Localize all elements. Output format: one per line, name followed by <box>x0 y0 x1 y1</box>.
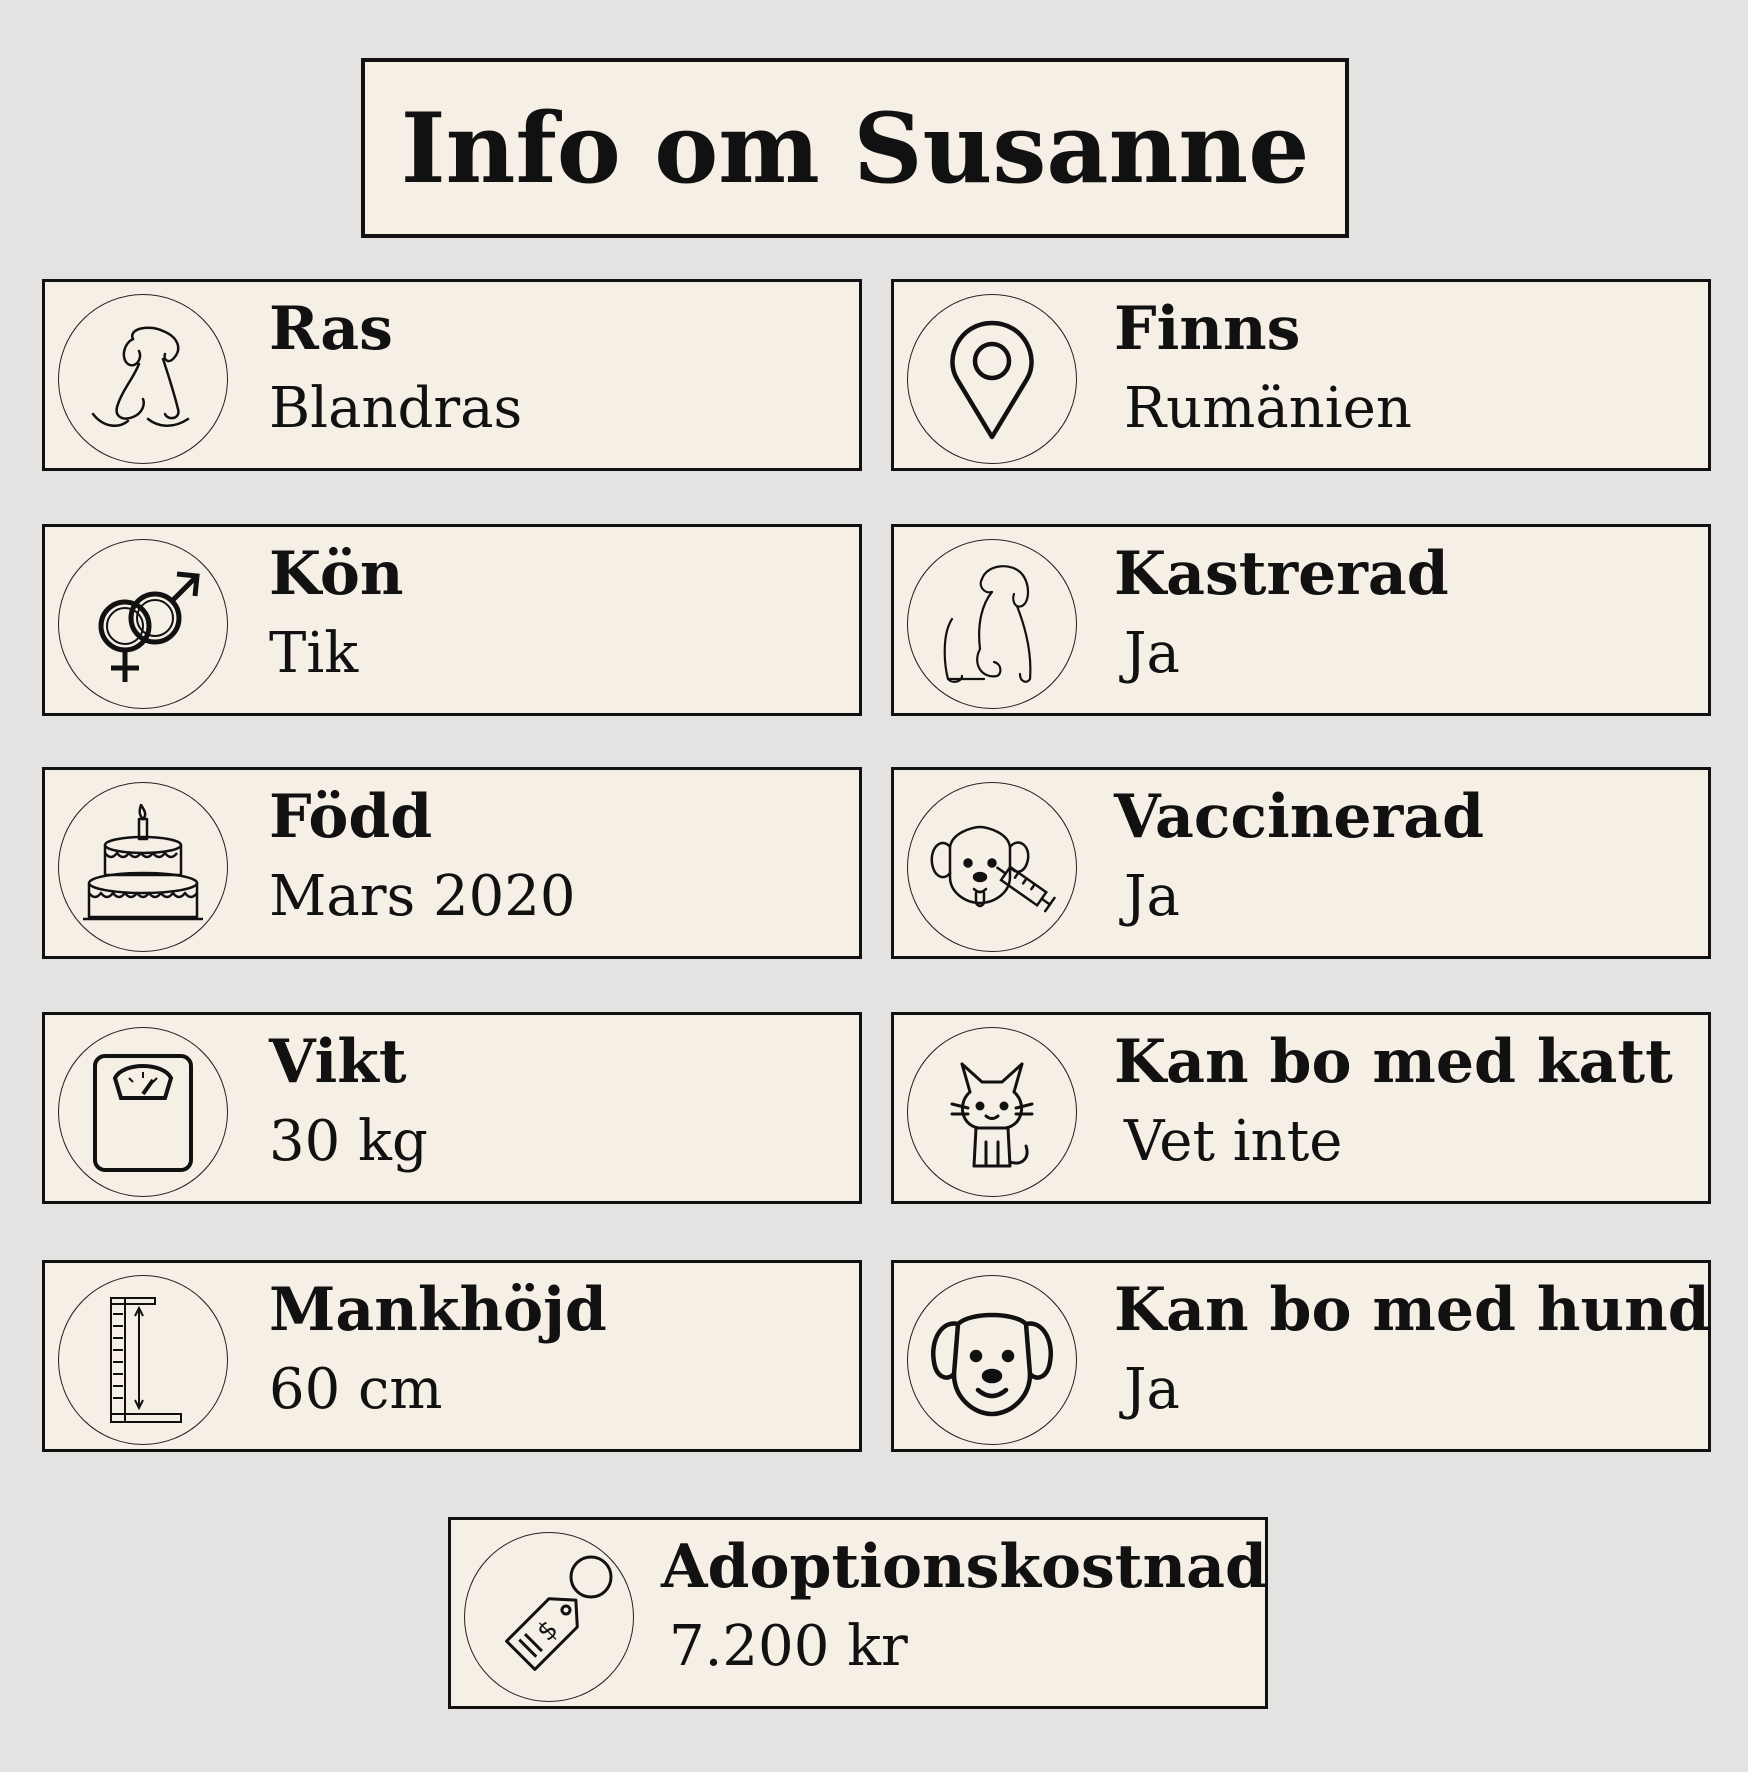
info-card-kastrerad <box>891 524 1711 716</box>
card-label: Vikt <box>269 1027 407 1097</box>
card-value: Rumänien <box>1124 376 1412 441</box>
card-label: Ras <box>269 294 393 364</box>
card-value: Mars 2020 <box>269 864 576 929</box>
info-card-kon <box>42 524 862 716</box>
info-card-hund <box>891 1260 1711 1452</box>
card-label: Vaccinerad <box>1114 782 1485 852</box>
cat-icon <box>907 1027 1077 1197</box>
info-card-katt <box>891 1012 1711 1204</box>
card-value: Tik <box>269 621 359 686</box>
card-value: 7.200 kr <box>669 1614 908 1679</box>
sitting-dog-icon <box>907 539 1077 709</box>
location-pin-icon <box>907 294 1077 464</box>
card-value: 60 cm <box>269 1357 443 1422</box>
title-box <box>361 58 1349 238</box>
card-value: Blandras <box>269 376 523 441</box>
page-title: Info om Susanne <box>400 91 1310 205</box>
card-label: Finns <box>1114 294 1301 364</box>
info-card-adoptionskostnad <box>448 1517 1268 1709</box>
card-label: Född <box>269 782 433 852</box>
dog-line-icon <box>58 294 228 464</box>
gender-symbols-icon <box>58 539 228 709</box>
info-card-vaccinerad <box>891 767 1711 959</box>
card-label: Kan bo med hund <box>1114 1275 1710 1345</box>
card-value: Ja <box>1124 864 1180 929</box>
card-label: Kön <box>269 539 404 609</box>
birthday-cake-icon <box>58 782 228 952</box>
card-value: 30 kg <box>269 1109 428 1174</box>
card-label: Kan bo med katt <box>1114 1027 1673 1097</box>
price-tag-icon <box>464 1532 634 1702</box>
card-value: Ja <box>1124 1357 1180 1422</box>
info-card-vikt <box>42 1012 862 1204</box>
height-ruler-icon <box>58 1275 228 1445</box>
info-card-ras <box>42 279 862 471</box>
card-label: Kastrerad <box>1114 539 1449 609</box>
svg-text:$: $ <box>531 1614 565 1648</box>
card-value: Ja <box>1124 621 1180 686</box>
card-label: Mankhöjd <box>269 1275 607 1345</box>
card-value: Vet inte <box>1124 1109 1343 1174</box>
scale-icon <box>58 1027 228 1197</box>
dog-syringe-icon <box>907 782 1077 952</box>
info-card-finns <box>891 279 1711 471</box>
info-card-fodd <box>42 767 862 959</box>
info-card-mankhojd <box>42 1260 862 1452</box>
card-label: Adoptionskostnad <box>661 1532 1267 1602</box>
dog-face-icon <box>907 1275 1077 1445</box>
